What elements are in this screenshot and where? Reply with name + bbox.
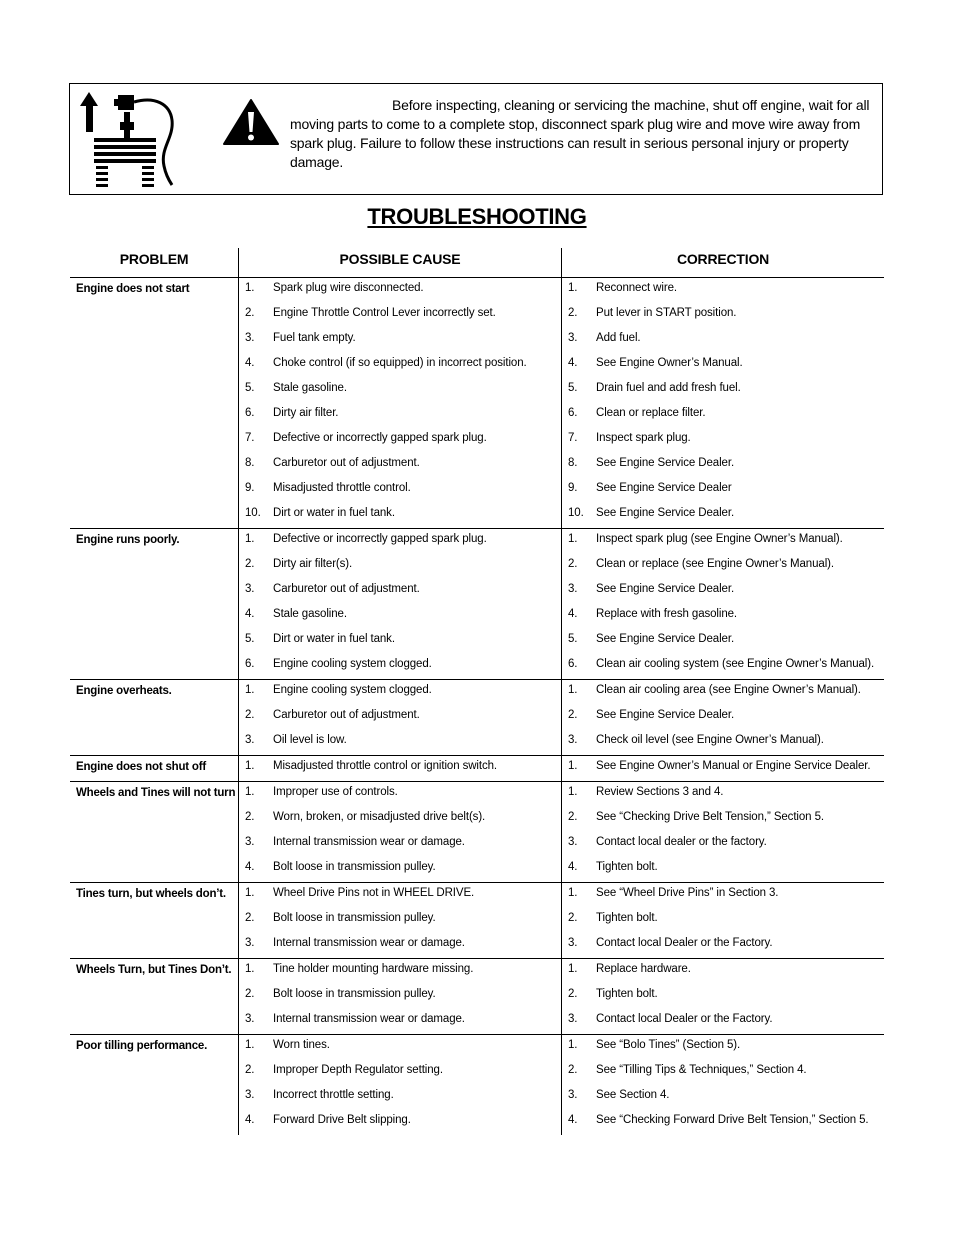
cause-list (238, 278, 561, 528)
problem-cell: Engine does not start (76, 283, 190, 295)
correction-item (562, 756, 884, 781)
cause-item (239, 705, 561, 730)
correction-item (562, 730, 884, 755)
item-number: 3. (245, 836, 255, 848)
item-number: 3. (568, 1013, 578, 1025)
cause-list (238, 959, 561, 1034)
item-number: 5. (568, 382, 578, 394)
correction-item (562, 1085, 884, 1110)
cause-item (239, 654, 561, 679)
cause-text: Defective or incorrectly gapped spark plug. (273, 533, 487, 545)
item-number: 1. (245, 533, 255, 545)
cause-list (238, 782, 561, 882)
cause-item (239, 378, 561, 403)
cause-text: Bolt loose in transmission pulley. (273, 861, 436, 873)
table-row (70, 680, 884, 756)
item-number: 6. (568, 658, 578, 670)
correction-list (561, 278, 884, 528)
item-number: 4. (568, 357, 578, 369)
table-row (70, 278, 884, 529)
correction-item (562, 579, 884, 604)
correction-list (561, 883, 884, 958)
item-number: 4. (568, 1114, 578, 1126)
cause-text: Improper Depth Regulator setting. (273, 1064, 443, 1076)
cause-item (239, 933, 561, 958)
correction-text: See Section 4. (596, 1089, 670, 1101)
table-row (70, 529, 884, 680)
correction-text: See “Checking Forward Drive Belt Tension,” Section 5. (596, 1114, 869, 1126)
cause-item (239, 428, 561, 453)
cause-item (239, 353, 561, 378)
correction-text: Clean air cooling system (see Engine Owner’s Manual). (596, 658, 875, 670)
item-number: 3. (568, 583, 578, 595)
item-number: 5. (245, 382, 255, 394)
correction-text: Contact local Dealer or the Factory. (596, 937, 773, 949)
item-number: 2. (245, 558, 255, 570)
item-number: 10. (245, 507, 261, 519)
item-number: 3. (245, 937, 255, 949)
item-number: 1. (245, 786, 255, 798)
cause-item (239, 554, 561, 579)
item-number: 2. (245, 307, 255, 319)
table-row (70, 883, 884, 959)
item-number: 3. (245, 1013, 255, 1025)
cause-item (239, 503, 561, 528)
safety-warning-box (69, 83, 883, 195)
item-number: 2. (568, 1064, 578, 1076)
item-number: 3. (568, 734, 578, 746)
item-number: 6. (245, 407, 255, 419)
item-number: 10. (568, 507, 584, 519)
correction-text: Review Sections 3 and 4. (596, 786, 724, 798)
cause-text: Worn, broken, or misadjusted drive belt(s). (273, 811, 486, 823)
correction-item (562, 353, 884, 378)
cause-text: Engine cooling system clogged. (273, 684, 432, 696)
cause-list (238, 680, 561, 755)
correction-text: Clean or replace filter. (596, 407, 706, 419)
cause-item (239, 278, 561, 303)
correction-text: See “Wheel Drive Pins” in Section 3. (596, 887, 779, 899)
item-number: 1. (245, 1039, 255, 1051)
correction-item (562, 883, 884, 908)
item-number: 1. (245, 684, 255, 696)
item-number: 9. (568, 482, 578, 494)
cause-text: Carburetor out of adjustment. (273, 583, 420, 595)
correction-item (562, 1035, 884, 1060)
item-number: 2. (245, 1064, 255, 1076)
cause-text: Worn tines. (273, 1039, 330, 1051)
item-number: 2. (245, 988, 255, 1000)
item-number: 3. (568, 332, 578, 344)
correction-item (562, 529, 884, 554)
header-correction: CORRECTION (561, 248, 884, 277)
cause-text: Defective or incorrectly gapped spark plug. (273, 432, 487, 444)
item-number: 1. (245, 887, 255, 899)
item-number: 1. (568, 887, 578, 899)
cause-text: Internal transmission wear or damage. (273, 836, 465, 848)
item-number: 3. (568, 937, 578, 949)
correction-text: Clean or replace (see Engine Owner’s Manual). (596, 558, 834, 570)
cause-item (239, 529, 561, 554)
correction-text: See “Tilling Tips & Techniques,” Section 4. (596, 1064, 807, 1076)
cause-text: Carburetor out of adjustment. (273, 709, 420, 721)
correction-item (562, 428, 884, 453)
warning-triangle-icon (222, 98, 280, 146)
item-number: 2. (568, 912, 578, 924)
correction-item (562, 328, 884, 353)
item-number: 7. (245, 432, 255, 444)
cause-item (239, 453, 561, 478)
item-number: 4. (245, 861, 255, 873)
warning-message-rest: moving parts to come to a complete stop, disconnect spark plug wire and move wire away from spark plug. Failure to follow these instructions can result in serious personal injury or property damage. (290, 116, 861, 170)
correction-text: See Engine Service Dealer. (596, 457, 735, 469)
problem-cell: Tines turn, but wheels don’t. (76, 888, 226, 900)
correction-text: See “Checking Drive Belt Tension,” Section 5. (596, 811, 824, 823)
cause-item (239, 832, 561, 857)
table-body (70, 278, 884, 1135)
cause-text: Forward Drive Belt slipping. (273, 1114, 411, 1126)
cause-item (239, 403, 561, 428)
table-row (70, 756, 884, 782)
cause-item (239, 730, 561, 755)
cause-text: Carburetor out of adjustment. (273, 457, 420, 469)
item-number: 9. (245, 482, 255, 494)
troubleshooting-table (70, 248, 884, 1135)
item-number: 8. (568, 457, 578, 469)
cause-text: Bolt loose in transmission pulley. (273, 912, 436, 924)
item-number: 4. (245, 608, 255, 620)
cause-text: Tine holder mounting hardware missing. (273, 963, 474, 975)
item-number: 7. (568, 432, 578, 444)
cause-text: Misadjusted throttle control or ignition switch. (273, 760, 498, 772)
cause-text: Oil level is low. (273, 734, 347, 746)
cause-item (239, 579, 561, 604)
cause-text: Internal transmission wear or damage. (273, 1013, 465, 1025)
correction-text: See Engine Service Dealer. (596, 583, 735, 595)
table-row (70, 1035, 884, 1135)
item-number: 1. (568, 963, 578, 975)
correction-item (562, 478, 884, 503)
correction-list (561, 680, 884, 755)
item-number: 1. (245, 963, 255, 975)
cause-text: Dirty air filter(s). (273, 558, 353, 570)
problem-cell: Engine overheats. (76, 685, 172, 697)
cause-item (239, 604, 561, 629)
problem-cell: Wheels Turn, but Tines Don’t. (76, 964, 232, 976)
correction-item (562, 1110, 884, 1135)
item-number: 8. (245, 457, 255, 469)
correction-item (562, 832, 884, 857)
correction-item (562, 303, 884, 328)
cause-item (239, 303, 561, 328)
correction-item (562, 1009, 884, 1034)
cause-item (239, 1035, 561, 1060)
correction-list (561, 1035, 884, 1135)
item-number: 2. (568, 988, 578, 1000)
correction-item (562, 654, 884, 679)
cause-text: Engine Throttle Control Lever incorrectly set. (273, 307, 496, 319)
cause-text: Stale gasoline. (273, 608, 347, 620)
cause-item (239, 1085, 561, 1110)
correction-item (562, 403, 884, 428)
cause-text: Improper use of controls. (273, 786, 398, 798)
correction-text: Inspect spark plug (see Engine Owner’s Manual). (596, 533, 843, 545)
correction-item (562, 984, 884, 1009)
cause-text: Dirt or water in fuel tank. (273, 633, 395, 645)
item-number: 1. (568, 533, 578, 545)
cause-list (238, 529, 561, 679)
correction-text: Clean air cooling area (see Engine Owner’s Manual). (596, 684, 861, 696)
correction-item (562, 908, 884, 933)
correction-text: Contact local dealer or the factory. (596, 836, 767, 848)
cause-item (239, 756, 561, 781)
item-number: 3. (245, 583, 255, 595)
correction-text: Inspect spark plug. (596, 432, 691, 444)
page-title: TROUBLESHOOTING (367, 204, 587, 229)
cause-text: Dirt or water in fuel tank. (273, 507, 395, 519)
cause-item (239, 328, 561, 353)
cause-item (239, 1110, 561, 1135)
table-row (70, 782, 884, 883)
correction-text: See “Bolo Tines” (Section 5). (596, 1039, 741, 1051)
problem-cell: Engine runs poorly. (76, 534, 180, 546)
item-number: 2. (568, 558, 578, 570)
correction-text: Drain fuel and add fresh fuel. (596, 382, 741, 394)
correction-item (562, 680, 884, 705)
item-number: 1. (568, 786, 578, 798)
item-number: 4. (568, 608, 578, 620)
item-number: 4. (568, 861, 578, 873)
problem-cell: Poor tilling performance. (76, 1040, 208, 1052)
correction-item (562, 959, 884, 984)
correction-text: Reconnect wire. (596, 282, 677, 294)
warning-message-lead: Before inspecting, cleaning or servicing the machine, shut off engine, wait for all (392, 97, 870, 113)
problem-cell: Engine does not shut off (76, 761, 206, 773)
correction-text: Check oil level (see Engine Owner’s Manual). (596, 734, 824, 746)
cause-item (239, 680, 561, 705)
correction-text: Replace with fresh gasoline. (596, 608, 738, 620)
item-number: 2. (568, 811, 578, 823)
cause-item (239, 478, 561, 503)
cause-item (239, 629, 561, 654)
correction-text: See Engine Service Dealer. (596, 507, 735, 519)
item-number: 2. (245, 811, 255, 823)
correction-text: See Engine Service Dealer. (596, 709, 735, 721)
cause-text: Dirty air filter. (273, 407, 339, 419)
correction-text: Put lever in START position. (596, 307, 737, 319)
correction-item (562, 807, 884, 832)
cause-item (239, 782, 561, 807)
item-number: 6. (568, 407, 578, 419)
table-row (70, 959, 884, 1035)
item-number: 2. (568, 307, 578, 319)
correction-text: See Engine Service Dealer. (596, 633, 735, 645)
item-number: 1. (568, 1039, 578, 1051)
cause-item (239, 807, 561, 832)
correction-text: Tighten bolt. (596, 912, 658, 924)
correction-text: Tighten bolt. (596, 988, 658, 1000)
cause-text: Stale gasoline. (273, 382, 347, 394)
correction-item (562, 782, 884, 807)
cause-text: Engine cooling system clogged. (273, 658, 432, 670)
correction-item (562, 857, 884, 882)
correction-item (562, 933, 884, 958)
correction-text: Tighten bolt. (596, 861, 658, 873)
cause-text: Wheel Drive Pins not in WHEEL DRIVE. (273, 887, 475, 899)
cause-item (239, 908, 561, 933)
cause-text: Bolt loose in transmission pulley. (273, 988, 436, 1000)
problem-cell: Wheels and Tines will not turn (76, 787, 236, 799)
correction-item (562, 629, 884, 654)
item-number: 1. (245, 760, 255, 772)
table-header (70, 248, 884, 278)
cause-item (239, 1060, 561, 1085)
correction-item (562, 278, 884, 303)
correction-text: Contact local Dealer or the Factory. (596, 1013, 773, 1025)
cause-text: Incorrect throttle setting. (273, 1089, 394, 1101)
item-number: 4. (245, 357, 255, 369)
item-number: 5. (245, 633, 255, 645)
correction-item (562, 604, 884, 629)
spark-plug-disconnect-icon (80, 90, 180, 190)
cause-text: Misadjusted throttle control. (273, 482, 411, 494)
correction-list (561, 529, 884, 679)
correction-text: See Engine Owner’s Manual. (596, 357, 743, 369)
header-problem: PROBLEM (119, 251, 189, 267)
cause-text: Fuel tank empty. (273, 332, 356, 344)
correction-item (562, 453, 884, 478)
header-possible-cause: POSSIBLE CAUSE (238, 248, 561, 277)
item-number: 1. (245, 282, 255, 294)
item-number: 1. (568, 684, 578, 696)
cause-item (239, 1009, 561, 1034)
correction-list (561, 756, 884, 781)
item-number: 4. (245, 1114, 255, 1126)
correction-text: See Engine Service Dealer (596, 482, 732, 494)
item-number: 3. (245, 332, 255, 344)
item-number: 5. (568, 633, 578, 645)
cause-item (239, 984, 561, 1009)
item-number: 1. (568, 760, 578, 772)
correction-item (562, 554, 884, 579)
cause-list (238, 883, 561, 958)
item-number: 3. (245, 1089, 255, 1101)
item-number: 2. (245, 709, 255, 721)
item-number: 6. (245, 658, 255, 670)
cause-text: Spark plug wire disconnected. (273, 282, 424, 294)
correction-text: Replace hardware. (596, 963, 691, 975)
correction-text: See Engine Owner’s Manual or Engine Service Dealer. (596, 760, 871, 772)
cause-list (238, 1035, 561, 1135)
correction-text: Add fuel. (596, 332, 641, 344)
cause-text: Choke control (if so equipped) in incorrect position. (273, 357, 527, 369)
item-number: 3. (245, 734, 255, 746)
item-number: 3. (568, 1089, 578, 1101)
cause-item (239, 959, 561, 984)
item-number: 1. (568, 282, 578, 294)
correction-list (561, 959, 884, 1034)
correction-list (561, 782, 884, 882)
correction-item (562, 378, 884, 403)
warning-message (290, 96, 880, 172)
correction-item (562, 1060, 884, 1085)
item-number: 2. (568, 709, 578, 721)
correction-item (562, 705, 884, 730)
cause-text: Internal transmission wear or damage. (273, 937, 465, 949)
correction-item (562, 503, 884, 528)
cause-list (238, 756, 561, 781)
item-number: 3. (568, 836, 578, 848)
cause-item (239, 883, 561, 908)
item-number: 2. (245, 912, 255, 924)
cause-item (239, 857, 561, 882)
